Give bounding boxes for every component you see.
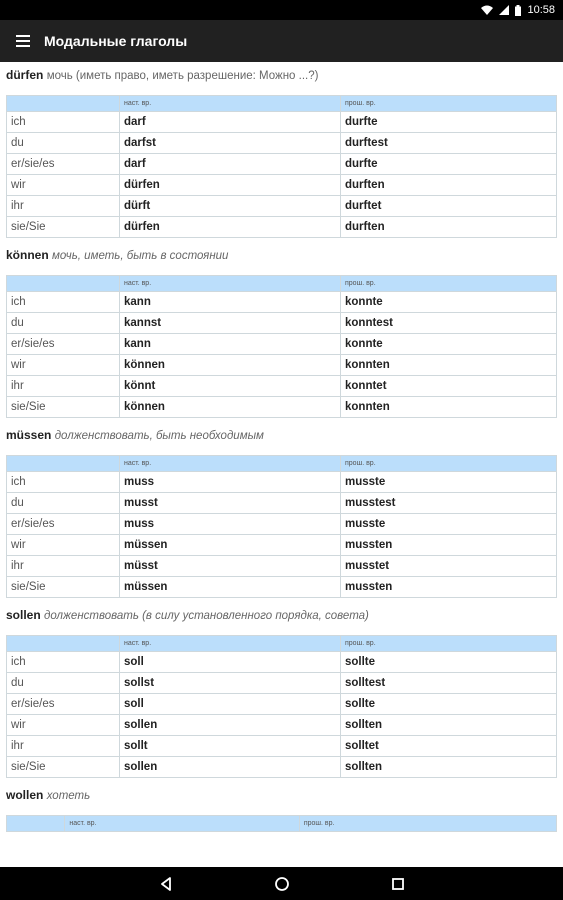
nav-back-icon[interactable] bbox=[154, 872, 178, 896]
present-form-cell: muss bbox=[120, 514, 341, 535]
pronoun-cell: wir bbox=[7, 175, 120, 196]
table-row bbox=[7, 397, 557, 418]
nav-recents-icon[interactable] bbox=[386, 872, 410, 896]
table-row bbox=[7, 376, 557, 397]
present-form-cell: müssen bbox=[120, 535, 341, 556]
pronoun-cell: er/sie/es bbox=[7, 154, 120, 175]
present-form-cell: sollen bbox=[120, 757, 341, 778]
wifi-icon bbox=[481, 5, 493, 15]
present-form-cell: muss bbox=[120, 472, 341, 493]
past-form-cell: solltet bbox=[341, 736, 557, 757]
header-pronoun bbox=[7, 96, 120, 112]
past-form-cell: musstet bbox=[341, 556, 557, 577]
verb-heading bbox=[6, 242, 557, 268]
verb-meaning: долженствовать (в силу установленного порядка, совета) bbox=[44, 610, 369, 622]
present-form-cell: müssen bbox=[120, 577, 341, 598]
verb-heading bbox=[6, 602, 557, 628]
pronoun-cell: wir bbox=[7, 535, 120, 556]
table-header-row bbox=[7, 276, 557, 292]
past-form-cell: durfte bbox=[341, 154, 557, 175]
battery-icon bbox=[515, 5, 521, 16]
past-form-cell: sollten bbox=[341, 757, 557, 778]
status-time: 10:58 bbox=[527, 4, 555, 16]
verb-infinitive: können bbox=[6, 248, 49, 262]
table-row bbox=[7, 217, 557, 238]
table-row bbox=[7, 133, 557, 154]
header-present: наст. вр. bbox=[120, 96, 341, 112]
pronoun-cell: du bbox=[7, 133, 120, 154]
past-form-cell: durfte bbox=[341, 112, 557, 133]
past-form-cell: konnte bbox=[341, 292, 557, 313]
app-bar bbox=[0, 20, 563, 62]
present-form-cell: dürft bbox=[120, 196, 341, 217]
past-form-cell: mussten bbox=[341, 535, 557, 556]
header-pronoun bbox=[7, 636, 120, 652]
header-present: наст. вр. bbox=[120, 276, 341, 292]
past-form-cell: konnten bbox=[341, 355, 557, 376]
present-form-cell: sollst bbox=[120, 673, 341, 694]
pronoun-cell: ihr bbox=[7, 556, 120, 577]
past-form-cell: musste bbox=[341, 472, 557, 493]
navigation-bar bbox=[0, 867, 563, 900]
pronoun-cell: ich bbox=[7, 112, 120, 133]
table-row bbox=[7, 673, 557, 694]
past-form-cell: sollte bbox=[341, 694, 557, 715]
header-present: наст. вр. bbox=[120, 456, 341, 472]
table-row bbox=[7, 577, 557, 598]
past-form-cell: mussten bbox=[341, 577, 557, 598]
verb-heading bbox=[6, 62, 557, 88]
header-pronoun bbox=[7, 276, 120, 292]
present-form-cell: kann bbox=[120, 334, 341, 355]
header-present: наст. вр. bbox=[65, 816, 299, 832]
verb-meaning: долженствовать, быть необходимым bbox=[54, 430, 264, 442]
pronoun-cell: ihr bbox=[7, 196, 120, 217]
past-form-cell: konnten bbox=[341, 397, 557, 418]
table-row bbox=[7, 472, 557, 493]
header-past: прош. вр. bbox=[341, 636, 557, 652]
past-form-cell: musstest bbox=[341, 493, 557, 514]
present-form-cell: sollen bbox=[120, 715, 341, 736]
pronoun-cell: sie/Sie bbox=[7, 577, 120, 598]
table-header-row bbox=[7, 456, 557, 472]
past-form-cell: solltest bbox=[341, 673, 557, 694]
table-row bbox=[7, 175, 557, 196]
past-form-cell: sollten bbox=[341, 715, 557, 736]
hamburger-menu-icon[interactable] bbox=[16, 35, 30, 47]
past-form-cell: durften bbox=[341, 217, 557, 238]
verb-section bbox=[0, 422, 563, 598]
verb-section bbox=[0, 62, 563, 238]
pronoun-cell: sie/Sie bbox=[7, 397, 120, 418]
pronoun-cell: er/sie/es bbox=[7, 694, 120, 715]
past-form-cell: durften bbox=[341, 175, 557, 196]
table-row bbox=[7, 535, 557, 556]
page-title: Модальные глаголы bbox=[44, 33, 188, 49]
verb-meaning: хотеть bbox=[46, 790, 91, 802]
pronoun-cell: du bbox=[7, 313, 120, 334]
pronoun-cell: ich bbox=[7, 652, 120, 673]
conjugation-table bbox=[6, 95, 557, 238]
pronoun-cell: er/sie/es bbox=[7, 514, 120, 535]
present-form-cell: kann bbox=[120, 292, 341, 313]
pronoun-cell: du bbox=[7, 673, 120, 694]
header-past: прош. вр. bbox=[341, 96, 557, 112]
signal-icon bbox=[499, 5, 509, 15]
pronoun-cell: ich bbox=[7, 292, 120, 313]
pronoun-cell: wir bbox=[7, 715, 120, 736]
verb-tables-list[interactable] bbox=[0, 62, 563, 867]
present-form-cell: müsst bbox=[120, 556, 341, 577]
present-form-cell: soll bbox=[120, 652, 341, 673]
header-pronoun bbox=[7, 456, 120, 472]
pronoun-cell: sie/Sie bbox=[7, 217, 120, 238]
present-form-cell: soll bbox=[120, 694, 341, 715]
table-row bbox=[7, 652, 557, 673]
table-row bbox=[7, 355, 557, 376]
pronoun-cell: ihr bbox=[7, 376, 120, 397]
verb-infinitive: wollen bbox=[6, 788, 44, 802]
past-form-cell: durftest bbox=[341, 133, 557, 154]
pronoun-cell: du bbox=[7, 493, 120, 514]
past-form-cell: durftet bbox=[341, 196, 557, 217]
present-form-cell: kannst bbox=[120, 313, 341, 334]
verb-infinitive: sollen bbox=[6, 608, 41, 622]
status-bar bbox=[0, 0, 563, 20]
conjugation-table bbox=[6, 275, 557, 418]
header-present: наст. вр. bbox=[120, 636, 341, 652]
present-form-cell: können bbox=[120, 355, 341, 376]
pronoun-cell: sie/Sie bbox=[7, 757, 120, 778]
verb-meaning: мочь (иметь право, иметь разрешение: Можно ...?) bbox=[46, 70, 319, 82]
verb-section bbox=[0, 242, 563, 418]
pronoun-cell: wir bbox=[7, 355, 120, 376]
table-row bbox=[7, 292, 557, 313]
present-form-cell: dürfen bbox=[120, 175, 341, 196]
table-row bbox=[7, 514, 557, 535]
table-row bbox=[7, 736, 557, 757]
verb-section bbox=[0, 782, 563, 832]
present-form-cell: könnt bbox=[120, 376, 341, 397]
table-row bbox=[7, 196, 557, 217]
table-header-row bbox=[7, 636, 557, 652]
verb-heading bbox=[6, 782, 557, 808]
pronoun-cell: er/sie/es bbox=[7, 334, 120, 355]
past-form-cell: konntet bbox=[341, 376, 557, 397]
table-row bbox=[7, 154, 557, 175]
past-form-cell: konnte bbox=[341, 334, 557, 355]
table-row bbox=[7, 757, 557, 778]
present-form-cell: können bbox=[120, 397, 341, 418]
header-past: прош. вр. bbox=[299, 816, 556, 832]
conjugation-table bbox=[6, 815, 557, 832]
verb-heading bbox=[6, 422, 557, 448]
verb-section bbox=[0, 602, 563, 778]
table-row bbox=[7, 493, 557, 514]
conjugation-table bbox=[6, 455, 557, 598]
present-form-cell: darfst bbox=[120, 133, 341, 154]
table-row bbox=[7, 715, 557, 736]
past-form-cell: sollte bbox=[341, 652, 557, 673]
verb-meaning: мочь, иметь, быть в состоянии bbox=[52, 250, 229, 262]
present-form-cell: dürfen bbox=[120, 217, 341, 238]
header-past: прош. вр. bbox=[341, 276, 557, 292]
pronoun-cell: ihr bbox=[7, 736, 120, 757]
present-form-cell: darf bbox=[120, 112, 341, 133]
present-form-cell: sollt bbox=[120, 736, 341, 757]
past-form-cell: konntest bbox=[341, 313, 557, 334]
table-header-row bbox=[7, 96, 557, 112]
past-form-cell: musste bbox=[341, 514, 557, 535]
verb-infinitive: dürfen bbox=[6, 68, 44, 82]
conjugation-table bbox=[6, 635, 557, 778]
table-header-row bbox=[7, 816, 557, 832]
pronoun-cell: ich bbox=[7, 472, 120, 493]
table-row bbox=[7, 694, 557, 715]
table-row bbox=[7, 313, 557, 334]
nav-home-icon[interactable] bbox=[270, 872, 294, 896]
table-row bbox=[7, 112, 557, 133]
table-row bbox=[7, 556, 557, 577]
present-form-cell: darf bbox=[120, 154, 341, 175]
present-form-cell: musst bbox=[120, 493, 341, 514]
verb-infinitive: müssen bbox=[6, 428, 52, 442]
header-pronoun bbox=[7, 816, 65, 832]
header-past: прош. вр. bbox=[341, 456, 557, 472]
table-row bbox=[7, 334, 557, 355]
